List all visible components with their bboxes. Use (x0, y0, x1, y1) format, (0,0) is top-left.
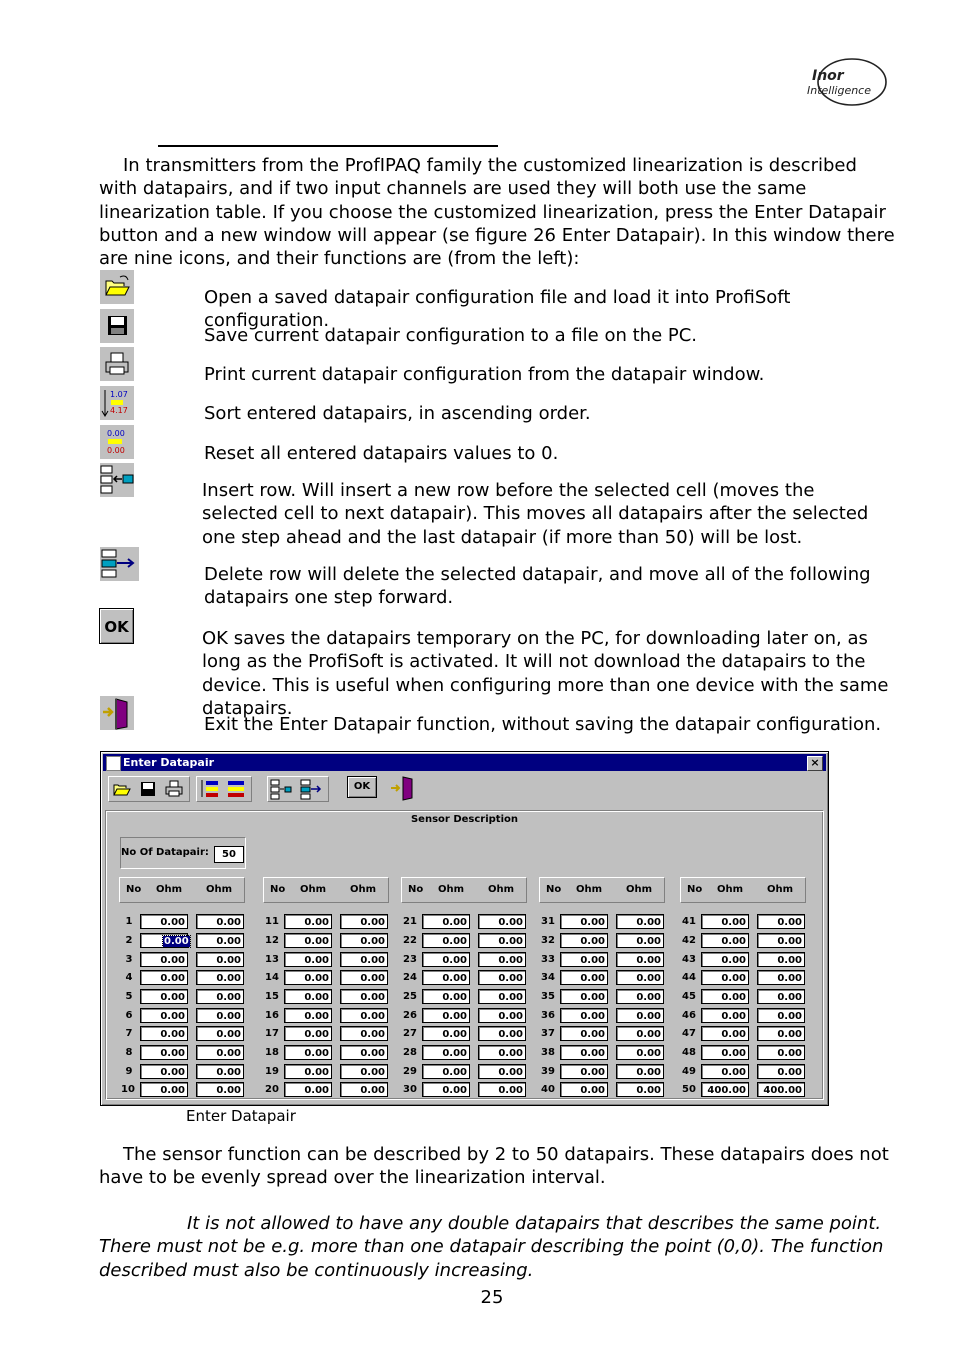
datapair-cell[interactable]: 0.00 (701, 989, 749, 1004)
column-header-label: Ohm (576, 884, 603, 895)
row-number: 12 (265, 935, 279, 946)
datapair-cell[interactable]: 0.00 (757, 989, 805, 1004)
datapair-cell[interactable]: 0.00 (560, 970, 608, 985)
row-toolbar (267, 776, 329, 802)
column-header-label: No (270, 884, 286, 895)
row-number: 18 (265, 1047, 279, 1058)
row-number: 50 (682, 1084, 696, 1095)
datapair-cell[interactable]: 0.00 (284, 1082, 332, 1097)
insert-row-description: Insert row. Will insert a new row before the selected cell (moves the selected cell to next datapair). This moves all datapairs after the selected one step ahead and the last datapair (if more than 50) will be lost. (202, 480, 869, 548)
ok-description: OK saves the datapairs temporary on the PC, for downloading later on, as long as the ProfiSoft is activated. It will not download the datapairs to the device. This is useful when configuring more than one device with the same datapairs. (202, 628, 889, 719)
reset-values-icon[interactable] (225, 778, 247, 800)
datapair-cell[interactable]: 0.00 (422, 989, 470, 1004)
datapair-cell[interactable]: 0.00 (478, 952, 526, 967)
svg-text:1.07: 1.07 (110, 390, 128, 399)
sort-ascending-icon[interactable] (199, 778, 221, 800)
heading-rule (158, 145, 498, 147)
datapair-cell[interactable]: 0.00 (140, 1008, 188, 1023)
datapair-cell[interactable]: 0.00 (701, 1045, 749, 1060)
datapair-cell[interactable]: 0.00 (560, 1026, 608, 1041)
column-header-label: No (687, 884, 703, 895)
datapair-cell[interactable]: 0.00 (284, 914, 332, 929)
printer-icon (99, 346, 135, 382)
svg-text:Inor: Inor (812, 68, 844, 84)
datapair-cell[interactable]: 0.00 (140, 1026, 188, 1041)
datapair-cell[interactable]: 0.00 (140, 1045, 188, 1060)
close-button[interactable]: × (807, 756, 823, 771)
datapair-cell[interactable]: 0.00 (560, 1064, 608, 1079)
datapair-cell[interactable]: 0.00 (616, 952, 664, 967)
dialog-titlebar (103, 754, 826, 771)
svg-text:Intelligence: Intelligence (807, 84, 872, 97)
row-number: 24 (403, 972, 417, 983)
row-number: 7 (125, 1028, 133, 1039)
column-header-label: Ohm (767, 884, 794, 895)
column-header-label: Ohm (300, 884, 327, 895)
row-number: 1 (125, 916, 133, 927)
datapair-cell[interactable]: 0.00 (757, 1008, 805, 1023)
column-header-label: No (408, 884, 424, 895)
no-of-datapair-label: No Of Datapair: (121, 847, 209, 858)
column-header (539, 877, 665, 903)
datapair-cell[interactable]: 0.00 (757, 1026, 805, 1041)
datapair-cell[interactable]: 0.00 (340, 933, 388, 948)
column-header (263, 877, 389, 903)
datapair-cell[interactable]: 0.00 (560, 952, 608, 967)
datapair-cell[interactable]: 0.00 (701, 933, 749, 948)
datapair-cell[interactable]: 0.00 (616, 1064, 664, 1079)
datapair-cell[interactable]: 0.00 (616, 1008, 664, 1023)
datapair-cell[interactable]: 0.00 (340, 1064, 388, 1079)
datapair-cell[interactable]: 0.00 (616, 1045, 664, 1060)
datapair-cell[interactable]: 0.00 (340, 1026, 388, 1041)
datapair-cell[interactable]: 0.00 (478, 970, 526, 985)
row-number: 22 (403, 935, 417, 946)
datapair-cell[interactable]: 0.00 (616, 970, 664, 985)
row-number: 30 (403, 1084, 417, 1095)
row-number: 42 (682, 935, 696, 946)
selected-cell-value: 0.00 (164, 936, 189, 947)
datapair-cell[interactable]: 0.00 (616, 914, 664, 929)
row-number: 17 (265, 1028, 279, 1039)
datapair-cell[interactable]: 0.00 (340, 1008, 388, 1023)
datapair-cell[interactable]: 0.00 (140, 970, 188, 985)
datapair-cell[interactable]: 0.00 (701, 1026, 749, 1041)
row-number: 23 (403, 954, 417, 965)
datapair-cell[interactable]: 0.00 (616, 1082, 664, 1097)
datapair-cell[interactable]: 0.00 (757, 970, 805, 985)
column-header (119, 877, 245, 903)
window-icon (106, 756, 121, 771)
datapair-cell[interactable]: 0.00 (422, 952, 470, 967)
svg-text:0.00: 0.00 (107, 429, 125, 438)
exit-description: Exit the Enter Datapair function, without saving the datapair configuration. (204, 714, 882, 735)
print-description: Print current datapair configuration from the datapair window. (204, 364, 765, 385)
row-number: 6 (125, 1010, 133, 1021)
column-header-label: Ohm (206, 884, 233, 895)
datapair-cell[interactable]: 0.00 (196, 952, 244, 967)
row-number: 48 (682, 1047, 696, 1058)
datapair-cell[interactable]: 0.00 (757, 1045, 805, 1060)
datapair-cell[interactable]: 0.00 (340, 914, 388, 929)
row-number: 39 (541, 1066, 555, 1077)
datapair-cell[interactable]: 0.00 (478, 914, 526, 929)
row-number: 31 (541, 916, 555, 927)
datapair-cell[interactable]: 0.00 (284, 1026, 332, 1041)
row-number: 4 (125, 972, 133, 983)
row-number: 13 (265, 954, 279, 965)
row-number: 26 (403, 1010, 417, 1021)
datapair-cell[interactable]: 0.00 (140, 914, 188, 929)
no-of-datapair-group (120, 837, 246, 869)
sensor-description-title: Sensor Description (410, 814, 519, 825)
row-number: 9 (125, 1066, 133, 1077)
datapair-cell[interactable]: 0.00 (284, 952, 332, 967)
intro-paragraph: In transmitters from the ProfIPAQ family the customized linearization is described with datapairs, and if two input channels are used they will both use the same linearization table. If you choose the customized linearization, press the Enter Datapair button and a new window will appear (se figure 26 Enter Datapair). In this window there are nine icons, and their functions are (from the left): (99, 155, 895, 270)
datapair-cell[interactable]: 0.00 (140, 952, 188, 967)
datapair-cell[interactable]: 0.00 (560, 989, 608, 1004)
datapair-cell[interactable]: 0.00 (478, 989, 526, 1004)
datapair-cell[interactable]: 0.00 (196, 1026, 244, 1041)
row-number: 33 (541, 954, 555, 965)
datapair-cell[interactable]: 400.00 (757, 1082, 805, 1097)
datapair-cell[interactable]: 0.00 (478, 933, 526, 948)
datapair-cell[interactable]: 0.00 (340, 989, 388, 1004)
row-number: 25 (403, 991, 417, 1002)
datapair-cell[interactable]: 0.00 (196, 1064, 244, 1079)
datapairs-paragraph: The sensor function can be described by 2 to 50 datapairs. These datapairs does not have to be evenly spread over the linearization interval. (99, 1144, 889, 1189)
row-number: 21 (403, 916, 417, 927)
sensor-description-panel (105, 810, 824, 1100)
column-header-label: No (126, 884, 142, 895)
datapair-cell[interactable]: 0.00 (284, 970, 332, 985)
row-number: 14 (265, 972, 279, 983)
datapair-cell[interactable]: 0.00 (560, 914, 608, 929)
datapair-cell[interactable]: 0.00 (140, 1082, 188, 1097)
row-number: 38 (541, 1047, 555, 1058)
inor-logo (804, 55, 888, 109)
datapair-cell[interactable]: 0.00 (340, 1082, 388, 1097)
column-header-label: Ohm (350, 884, 377, 895)
datapair-cell[interactable]: 0.00 (340, 1045, 388, 1060)
datapair-cell[interactable]: 0.00 (284, 1045, 332, 1060)
column-header-label: Ohm (488, 884, 515, 895)
datapair-cell[interactable]: 0.00 (284, 989, 332, 1004)
column-header-label: Ohm (438, 884, 465, 895)
datapair-cell[interactable]: 0.00 (140, 989, 188, 1004)
note-paragraph: It is not allowed to have any double datapairs that describes the same point. There must not be e.g. more than one datapair describing the point (0,0). The function described must also be continuously increasing. (99, 1213, 884, 1281)
datapair-cell[interactable]: 0.00 (140, 1064, 188, 1079)
row-number: 37 (541, 1028, 555, 1039)
svg-text:0.00: 0.00 (107, 446, 125, 455)
svg-text:4.17: 4.17 (110, 406, 128, 415)
datapair-cell[interactable]: 0.00 (701, 914, 749, 929)
exit-door-icon[interactable] (388, 775, 418, 801)
save-disk-icon[interactable] (137, 778, 159, 800)
datapair-cell[interactable]: 0.00 (422, 1026, 470, 1041)
row-number: 2 (125, 935, 133, 946)
datapair-cell[interactable]: 0.00 (422, 1064, 470, 1079)
datapair-cell[interactable]: 0.00 (422, 1045, 470, 1060)
row-number: 35 (541, 991, 555, 1002)
row-number: 34 (541, 972, 555, 983)
column-header-label: No (546, 884, 562, 895)
row-number: 8 (125, 1047, 133, 1058)
row-number: 20 (265, 1084, 279, 1095)
sort-ascending-icon (99, 385, 135, 421)
datapair-cell[interactable]: 0.00 (616, 1026, 664, 1041)
column-header (401, 877, 527, 903)
datapair-cell[interactable]: 0.00 (422, 1082, 470, 1097)
datapair-cell[interactable]: 0.00 (560, 933, 608, 948)
no-of-datapair-input[interactable]: 50 (214, 846, 244, 863)
datapair-cell[interactable]: 0.00 (422, 933, 470, 948)
ok-button[interactable]: OK (347, 776, 377, 798)
row-number: 19 (265, 1066, 279, 1077)
sort-description: Sort entered datapairs, in ascending order. (204, 403, 591, 424)
datapair-cell[interactable]: 0.00 (340, 970, 388, 985)
datapair-cell[interactable]: 0.00 (701, 970, 749, 985)
datapair-cell[interactable]: 0.00 (757, 1064, 805, 1079)
reset-description: Reset all entered datapairs values to 0. (204, 443, 559, 464)
insert-row-icon[interactable] (270, 778, 292, 800)
datapair-cell[interactable]: 0.00 (478, 1082, 526, 1097)
row-number: 46 (682, 1010, 696, 1021)
exit-door-icon (99, 695, 135, 731)
datapair-cell[interactable]: 0.00 (701, 1064, 749, 1079)
datapair-cell[interactable]: 0.00 (701, 952, 749, 967)
datapair-cell[interactable]: 0.00 (284, 1064, 332, 1079)
datapair-cell[interactable]: 0.00 (478, 1026, 526, 1041)
row-number: 29 (403, 1066, 417, 1077)
insert-row-icon (99, 462, 135, 498)
figure-caption: Enter Datapair (186, 1107, 296, 1125)
delete-row-icon (99, 546, 140, 582)
row-number: 36 (541, 1010, 555, 1021)
datapair-cell[interactable]: 0.00 (196, 1045, 244, 1060)
datapair-cell[interactable]: 0.00 (340, 952, 388, 967)
datapair-cell[interactable]: 0.00 (196, 1008, 244, 1023)
row-number: 16 (265, 1010, 279, 1021)
open-description: Open a saved datapair configuration file and load it into ProfiSoft configuration. (204, 287, 791, 332)
row-number: 41 (682, 916, 696, 927)
save-description: Save current datapair configuration to a file on the PC. (204, 325, 698, 346)
save-disk-icon (99, 308, 135, 344)
row-number: 45 (682, 991, 696, 1002)
datapair-cell[interactable]: 0.00 (196, 914, 244, 929)
datapair-cell[interactable]: 0.00 (478, 1045, 526, 1060)
row-number: 28 (403, 1047, 417, 1058)
row-number: 47 (682, 1028, 696, 1039)
datapair-cell[interactable]: 0.00 (757, 933, 805, 948)
row-number: 5 (125, 991, 133, 1002)
open-folder-icon[interactable] (111, 778, 133, 800)
datapair-cell[interactable]: 0.00 (757, 952, 805, 967)
datapair-cell[interactable] (140, 933, 188, 948)
datapair-cell[interactable]: 0.00 (196, 970, 244, 985)
ok-icon: OK (99, 608, 134, 644)
row-number: 49 (682, 1066, 696, 1077)
row-number: 15 (265, 991, 279, 1002)
datapair-cell[interactable]: 0.00 (196, 1082, 244, 1097)
file-toolbar (108, 776, 190, 802)
datapair-cell[interactable]: 0.00 (196, 933, 244, 948)
datapair-cell[interactable]: 0.00 (616, 933, 664, 948)
datapair-cell[interactable]: 0.00 (757, 914, 805, 929)
row-number: 3 (125, 954, 133, 965)
printer-icon[interactable] (163, 778, 185, 800)
datapair-cell[interactable]: 0.00 (422, 1008, 470, 1023)
values-toolbar (196, 776, 252, 802)
column-header-label: Ohm (626, 884, 653, 895)
page-number: 25 (480, 1287, 504, 1308)
reset-values-icon (99, 424, 135, 460)
row-number: 32 (541, 935, 555, 946)
datapair-cell[interactable]: 0.00 (701, 1008, 749, 1023)
datapair-cell[interactable]: 0.00 (422, 970, 470, 985)
datapair-cell[interactable]: 0.00 (616, 989, 664, 1004)
row-number: 40 (541, 1084, 555, 1095)
column-header-label: Ohm (156, 884, 183, 895)
row-number: 27 (403, 1028, 417, 1039)
datapair-cell[interactable]: 400.00 (701, 1082, 749, 1097)
row-number: 43 (682, 954, 696, 965)
datapair-cell[interactable]: 0.00 (560, 1082, 608, 1097)
delete-row-icon[interactable] (300, 778, 322, 800)
datapair-cell[interactable]: 0.00 (478, 1064, 526, 1079)
datapair-cell[interactable]: 0.00 (422, 914, 470, 929)
row-number: 10 (121, 1084, 135, 1095)
enter-datapair-dialog (100, 751, 829, 1106)
datapair-cell[interactable]: 0.00 (284, 1008, 332, 1023)
open-folder-icon (99, 269, 135, 305)
column-header (680, 877, 806, 903)
datapair-cell[interactable]: 0.00 (284, 933, 332, 948)
dialog-title: Enter Datapair (123, 756, 215, 769)
datapair-cell[interactable]: 0.00 (560, 1008, 608, 1023)
datapair-cell[interactable]: 0.00 (560, 1045, 608, 1060)
datapair-cell[interactable]: 0.00 (196, 989, 244, 1004)
delete-row-description: Delete row will delete the selected datapair, and move all of the following datapairs one step forward. (204, 564, 871, 609)
row-number: 11 (265, 916, 279, 927)
datapair-cell[interactable]: 0.00 (478, 1008, 526, 1023)
row-number: 44 (682, 972, 696, 983)
column-header-label: Ohm (717, 884, 744, 895)
